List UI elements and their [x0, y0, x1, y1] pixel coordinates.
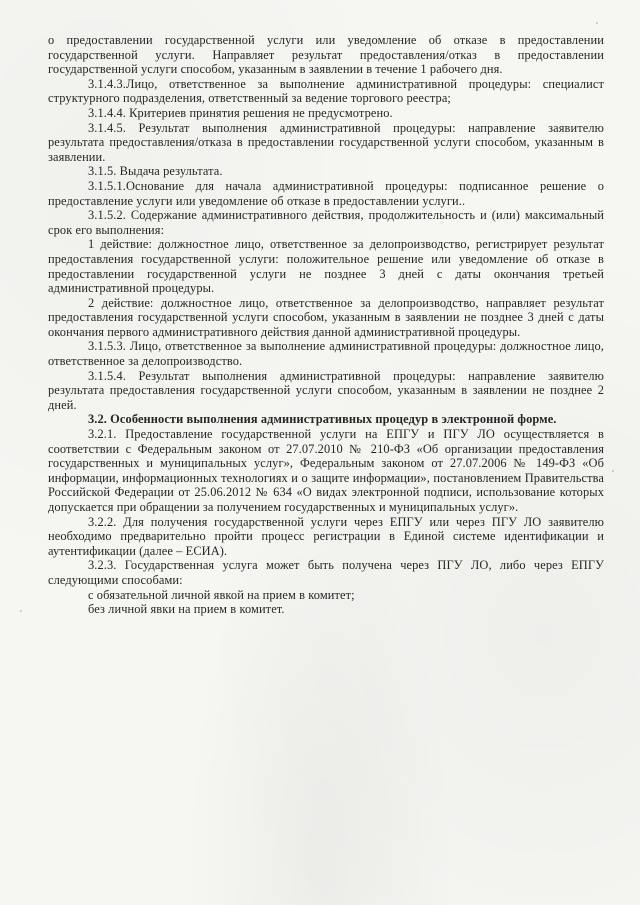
section-heading-3-2: 3.2. Особенности выполнения административных процедур в электронной форме.	[88, 412, 557, 427]
paragraph-3-2-3: 3.2.3. Государственная услуга может быть получена через ПГУ ЛО, либо через ЕПГУ следующими способами:	[48, 558, 604, 587]
paragraph-3-1-5-1: 3.1.5.1.Основание для начала административной процедуры: подписанное решение о предоставление услуги или уведомление об отказе в предоставлении услуги..	[48, 178, 604, 208]
paragraph-3-2-1: 3.2.1. Предоставление государственной услуги на ЕПГУ и ПГУ ЛО осуществляется в соответствии с Федеральным законом от 27.07.2010 № 210-ФЗ «Об организации предоставления государственных и муниципальных услуг», Федеральным законом от 27.07.2006 № 149-ФЗ «Об информации, информационных технологиях и о защите информации», постановлением Правительства Российской Федерации от 25.06.2012 № 634 «О видах электронной подписи, использование которых допускается при обращении за получением государственных и муниципальных услуг».	[48, 427, 604, 514]
paragraph-action-2: 2 действие: должностное лицо, ответственное за делопроизводство, направляет результат предоставления государственной услуги способом, указанным в заявлении не позднее 3 дней с даты окончания первого административного действия данной административной процедуры.	[48, 295, 604, 339]
scan-speck	[596, 22, 598, 24]
scan-speck	[20, 610, 22, 612]
paragraph-3-1-5-3: 3.1.5.3. Лицо, ответственное за выполнение административной процедуры: должностное лицо, ответственное за делопроизводство.	[48, 339, 604, 369]
paragraph-3-2-2: 3.2.2. Для получения государственной услуги через ЕПГУ или через ПГУ ЛО заявителю необходимо предварительно пройти процесс регистрации в Единой системе идентификации и аутентификации (далее – ЕСИА).	[48, 514, 604, 558]
paragraph-3-1-5-2: 3.1.5.2. Содержание административного действия, продолжительность и (или) максимальный срок его выполнения:	[48, 208, 604, 237]
scan-speck	[612, 470, 614, 472]
paragraph-continuation: о предоставлении государственной услуги или уведомление об отказе в предоставлении государственной услуги. Направляет результат предоставления/отказ в предоставлении государственной услуги способом, указанным в заявлении в течение 1 рабочего дня.	[48, 33, 604, 77]
list-item-without-visit: без личной явки на прием в комитет.	[88, 602, 285, 617]
paragraph-3-1-4-5: 3.1.4.5. Результат выполнения административной процедуры: направление заявителю результата предоставления/отказа в предоставлении государственной услуги способом, указанным в заявлении.	[48, 120, 604, 164]
list-item-with-visit: с обязательной личной явкой на прием в комитет;	[88, 587, 355, 602]
paragraph-3-1-5-4: 3.1.5.4. Результат выполнения административной процедуры: направление заявителю результата предоставления государственной услуги способом, указанным в заявлении не позднее 2 дней.	[48, 368, 604, 412]
document-body	[48, 33, 604, 617]
paragraph-action-1: 1 действие: должностное лицо, ответственное за делопроизводство, регистрирует результат предоставления государственной услуги: положительное решение или уведомление об отказе в предоставлении государственной услуги не позднее 3 дней с даты окончания третьей административной процедуры.	[48, 237, 604, 296]
paragraph-3-1-4-3: 3.1.4.3.Лицо, ответственное за выполнение административной процедуры: специалист структурного подразделения, ответственный за ведение торгового реестра;	[48, 76, 604, 106]
paragraph-3-1-5: 3.1.5. Выдача результата.	[88, 164, 223, 179]
paragraph-3-1-4-4: 3.1.4.4. Критериев принятия решения не предусмотрено.	[88, 105, 393, 120]
